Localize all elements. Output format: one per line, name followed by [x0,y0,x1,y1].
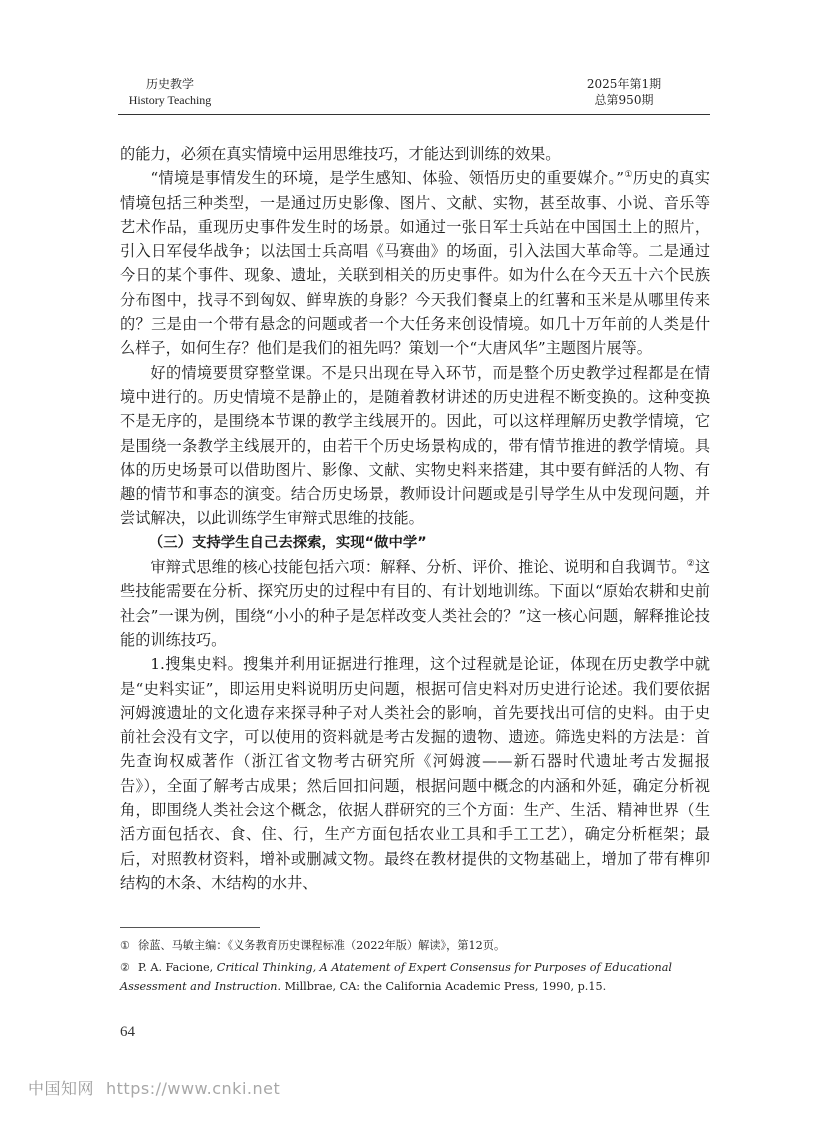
paragraph-4-part-b: 这些技能需要在分析、探究历史的过程中有目的、有计划地训练。下面以“原始农耕和史前社会”一课为例，围绕“小小的种子是怎样改变人类社会的？”这一核心问题，解释推论技能的训练技巧。 [120,558,710,649]
paragraph-4-part-a: 审辩式思维的核心技能包括六项：解释、分析、评价、推论、说明和自我调节。 [150,558,687,577]
paragraph-4 [120,555,710,652]
running-header-left [110,76,230,108]
footnote-ref-2[interactable]: ② [686,558,695,569]
footnote-rule [120,927,260,928]
paragraph-2 [120,166,710,360]
article-body [120,142,710,895]
running-header-right [579,76,669,108]
section-heading: （三）支持学生自己去探索，实现“做中学” [148,534,427,551]
footnote-1 [120,936,712,955]
paragraph-3: 好的情境要贯穿整堂课。不是只出现在导入环节，而是整个历史教学过程都是在情境中进行的。历史情境不是静止的，是随着教材讲述的历史进程不断变换的。这种变换不是无序的，是围绕本节课的教学主线展开的。因此，可以这样理解历史教学情境，它是围绕一条教学主线展开的，由若干个历史场景构成的，带有情节推进的教学情境。具体的历史场景可以借助图片、影像、文献、实物史料来搭建，其中要有鲜活的人物、有趣的情节和事态的演变。结合历史场景，教师设计问题或是引导学生从中发现问题，并尝试解决，以此训练学生审辩式思维的技能。 [120,363,710,528]
journal-name-en: History Teaching [128,93,212,107]
issue-number: 2025年第1期 [586,77,662,91]
footnote-1-text: 徐蓝、马敏主编：《义务教育历史课程标准（2022年版）解读》，第12页。 [138,939,506,952]
footnote-2-author: P. A. Facione, [138,961,217,974]
paragraph-1: 的能力，必须在真实情境中运用思维技巧，才能达到训练的效果。 [120,145,561,163]
page-number: 64 [120,1024,135,1040]
journal-name-cn: 历史教学 [145,77,194,91]
footnote-2-mark: ② [120,961,131,974]
cnki-watermark [28,1076,280,1099]
footnote-ref-1[interactable]: ① [624,170,633,181]
footnote-2-rest: . Millbrae, CA: the California Academic Press, 1990, p.15. [277,980,607,993]
footnote-1-mark: ① [120,939,131,952]
header-rule [118,114,710,115]
total-issue-number: 总第950期 [594,93,654,107]
quote-text: “情境是事情发生的环境，是学生感知、体验、领悟历史的重要媒介。” [150,169,625,188]
watermark-site: 中国知网 [28,1079,95,1098]
footnote-2 [120,958,712,996]
footnote-2-title: Critical Thinking, A Atatement of Expert Consensus for Purposes of Educational Assessment and Instruction [120,961,672,993]
paragraph-5: 1.搜集史料。搜集并利用证据进行推理，这个过程就是论证，体现在历史教学中就是“史料实证”，即运用史料说明历史问题，根据可信史料对历史进行论述。我们要依据河姆渡遗址的文化遗存来探寻种子对人类社会的影响，首先要找出可信的史料。由于史前社会没有文字，可以使用的资料就是考古发掘的遗物、遗迹。筛选史料的方法是：首先查询权威著作（浙江省文物考古研究所《河姆渡——新石器时代遗址考古发掘报告》），全面了解考古成果；然后回扣问题，根据问题中概念的内涵和外延，确定分析视角，即围绕人类社会这个概念，依据人群研究的三个方面：生产、生活、精神世界（生活方面包括衣、食、住、行，生产方面包括农业工具和手工工艺），确定分析框架；最后，对照教材资料，增补或删减文物。最终在教材提供的文物基础上，增加了带有榫卯结构的木条、木结构的水井、 [120,655,710,892]
watermark-url[interactable]: https://www.cnki.net [106,1079,281,1098]
paragraph-2-rest: 历史的真实情境包括三种类型，一是通过历史影像、图片、文献、实物，甚至故事、小说、音乐等艺术作品，重现历史事件发生时的场景。如通过一张日军士兵站在中国国土上的照片，引入日军侵华战争；以法国士兵高唱《马赛曲》的场面，引入法国大革命等。二是通过今日的某个事件、现象、遗址，关联到相关的历史事件。如为什么在今天五十六个民族分布图中，找寻不到匈奴、鲜卑族的身影？今天我们餐桌上的红薯和玉米是从哪里传来的？三是由一个带有悬念的问题或者一个大任务来创设情境。如几十万年前的人类是什么样子，如何生存？他们是我们的祖先吗？策划一个“大唐风华”主题图片展等。 [120,169,710,358]
